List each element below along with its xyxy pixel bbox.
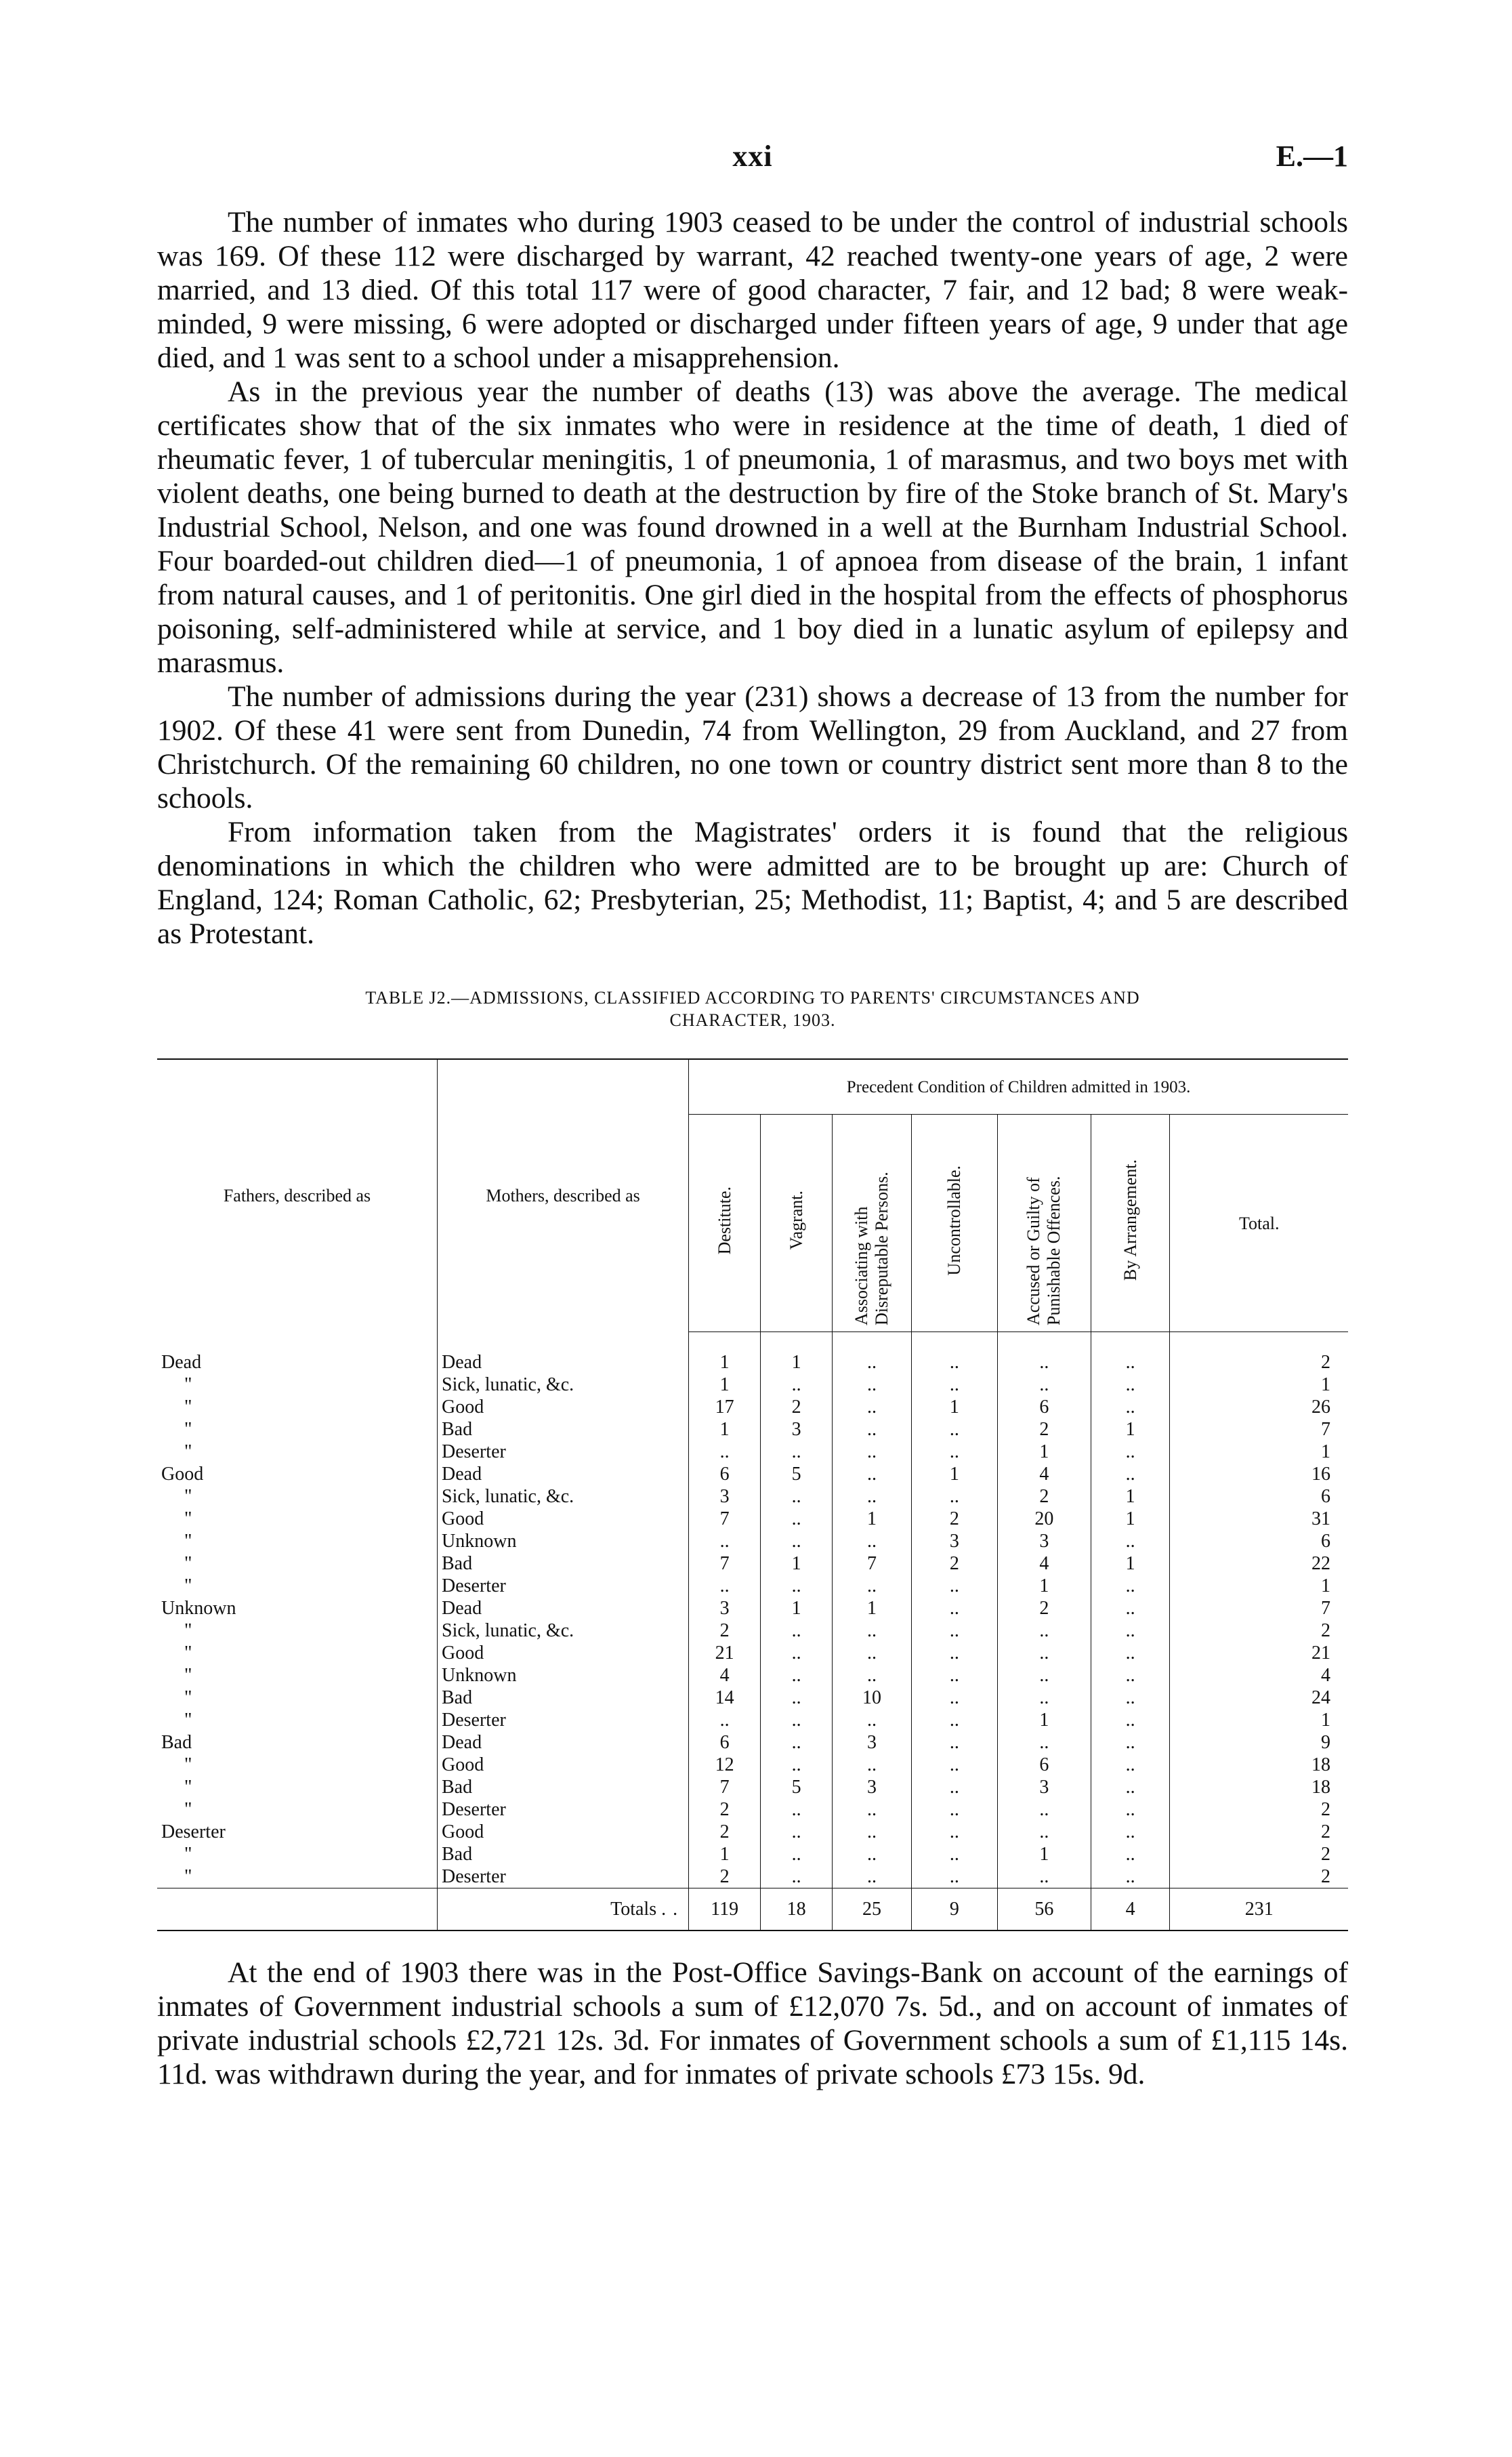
value-cell: ..	[911, 1664, 997, 1687]
col-total: Total.	[1170, 1115, 1348, 1332]
table-caption	[157, 987, 1348, 1031]
table-row	[157, 1642, 1348, 1664]
mother-cell: Deserter	[438, 1441, 689, 1463]
value-cell: 1	[997, 1843, 1091, 1865]
value-cell: 7	[689, 1508, 761, 1530]
table-row	[157, 1463, 1348, 1485]
value-cell: ..	[997, 1374, 1091, 1396]
father-cell: "	[184, 1508, 192, 1529]
father-cell: "	[184, 1374, 192, 1395]
mother-cell: Deserter	[438, 1865, 689, 1888]
mother-cell: Dead	[438, 1332, 689, 1374]
value-cell: 1	[1091, 1552, 1170, 1575]
value-cell: 18	[1170, 1776, 1348, 1798]
fathers-column-header: Fathers, described as	[157, 1059, 438, 1332]
value-cell: ..	[997, 1798, 1091, 1821]
table-row	[157, 1374, 1348, 1396]
value-cell: 10	[833, 1687, 912, 1709]
father-cell: "	[184, 1799, 192, 1820]
value-cell: ..	[911, 1821, 997, 1843]
value-cell: 26	[1170, 1396, 1348, 1418]
value-cell: 6	[997, 1396, 1091, 1418]
value-cell: 1	[997, 1441, 1091, 1463]
totals-label: Totals ..	[438, 1888, 689, 1931]
value-cell: 1	[689, 1332, 761, 1374]
col-accused: Accused or Guilty of Punishable Offences.	[997, 1115, 1091, 1332]
value-cell: 2	[997, 1597, 1091, 1619]
value-cell: ..	[997, 1619, 1091, 1642]
paragraph-4: From information taken from the Magistrates' orders it is found that the religious denominations in which the children who were admitted are to be brought up are: Church of England, 124; Roman Catholic, 62; Presbyterian, 25; Methodist, 11; Baptist, 4; and 5 are described as Protestant.	[157, 816, 1348, 950]
closing-paragraph: At the end of 1903 there was in the Post-Office Savings-Bank on account of the earnings of inmates of Government industrial schools a sum of £12,070 7s. 5d., and on account of inmates of private industrial schools £2,721 12s. 3d. For inmates of Government schools a sum of £1,115 14s. 11d. was withdrawn during the year, and for inmates of private schools £73 15s. 9d.	[157, 1956, 1348, 2090]
value-cell: ..	[761, 1709, 833, 1731]
value-cell: ..	[1091, 1597, 1170, 1619]
value-cell: ..	[761, 1441, 833, 1463]
table-body	[157, 1332, 1348, 1888]
father-cell: "	[184, 1710, 192, 1731]
value-cell: ..	[761, 1843, 833, 1865]
value-cell: ..	[833, 1865, 912, 1888]
table-row	[157, 1485, 1348, 1508]
value-cell: ..	[911, 1798, 997, 1821]
total-associating: 25	[833, 1888, 912, 1931]
value-cell: 2	[1170, 1821, 1348, 1843]
value-cell: 7	[689, 1776, 761, 1798]
col-by-arrangement: By Arrangement.	[1091, 1115, 1170, 1332]
mother-cell: Good	[438, 1642, 689, 1664]
value-cell: 6	[689, 1463, 761, 1485]
value-cell: ..	[911, 1597, 997, 1619]
value-cell: ..	[761, 1619, 833, 1642]
value-cell: 16	[1170, 1463, 1348, 1485]
table-row	[157, 1619, 1348, 1642]
value-cell: ..	[689, 1530, 761, 1552]
table-caption-line-1: TABLE J2.—ADMISSIONS, CLASSIFIED ACCORDING TO PARENTS' CIRCUMSTANCES AND	[365, 988, 1140, 1008]
mother-cell: Bad	[438, 1418, 689, 1441]
value-cell: 3	[689, 1597, 761, 1619]
value-cell: ..	[911, 1776, 997, 1798]
value-cell: 1	[689, 1374, 761, 1396]
value-cell: ..	[911, 1754, 997, 1776]
value-cell: 20	[997, 1508, 1091, 1530]
table-row	[157, 1709, 1348, 1731]
father-cell: "	[184, 1397, 192, 1418]
value-cell: ..	[1091, 1731, 1170, 1754]
value-cell: 4	[1170, 1664, 1348, 1687]
value-cell: ..	[911, 1687, 997, 1709]
value-cell: ..	[997, 1865, 1091, 1888]
mother-cell: Deserter	[438, 1575, 689, 1597]
value-cell: 3	[911, 1530, 997, 1552]
value-cell: ..	[761, 1687, 833, 1709]
value-cell: ..	[911, 1642, 997, 1664]
mother-cell: Dead	[438, 1597, 689, 1619]
father-cell: Unknown	[161, 1598, 236, 1619]
father-cell: Bad	[161, 1732, 192, 1753]
father-cell: "	[184, 1419, 192, 1440]
admissions-table	[157, 1058, 1348, 1931]
mother-cell: Sick, lunatic, &c.	[438, 1485, 689, 1508]
value-cell: 3	[689, 1485, 761, 1508]
value-cell: ..	[1091, 1396, 1170, 1418]
value-cell: 18	[1170, 1754, 1348, 1776]
value-cell: ..	[997, 1664, 1091, 1687]
value-cell: 1	[833, 1508, 912, 1530]
father-cell: "	[184, 1844, 192, 1865]
mother-cell: Sick, lunatic, &c.	[438, 1619, 689, 1642]
father-cell: "	[184, 1665, 192, 1686]
table-row	[157, 1575, 1348, 1597]
value-cell: ..	[1091, 1798, 1170, 1821]
value-cell: ..	[1091, 1642, 1170, 1664]
value-cell: ..	[761, 1530, 833, 1552]
paragraph-1: The number of inmates who during 1903 ceased to be under the control of industrial schools was 169. Of these 112 were discharged by warrant, 42 reached twenty-one years of age, 2 were married, and 13 died. Of this total 117 were of good character, 7 fair, and 12 bad; 8 were weak-minded, 9 were missing, 6 were adopted or discharged under fifteen years of age, 9 under that age died, and 1 was sent to a school under a misapprehension.	[157, 206, 1348, 374]
value-cell: ..	[1091, 1687, 1170, 1709]
father-cell: Deserter	[161, 1821, 226, 1842]
mother-cell: Unknown	[438, 1664, 689, 1687]
value-cell: ..	[1091, 1441, 1170, 1463]
value-cell: 1	[833, 1597, 912, 1619]
value-cell: 7	[1170, 1597, 1348, 1619]
father-cell: Dead	[161, 1351, 202, 1373]
mother-cell: Good	[438, 1821, 689, 1843]
value-cell: 2	[997, 1418, 1091, 1441]
value-cell: ..	[833, 1642, 912, 1664]
table-row	[157, 1865, 1348, 1888]
value-cell: ..	[833, 1619, 912, 1642]
value-cell: ..	[911, 1374, 997, 1396]
value-cell: 1	[689, 1418, 761, 1441]
value-cell: ..	[911, 1709, 997, 1731]
value-cell: ..	[911, 1865, 997, 1888]
value-cell: ..	[911, 1332, 997, 1374]
table-row	[157, 1597, 1348, 1619]
value-cell: ..	[833, 1821, 912, 1843]
mother-cell: Deserter	[438, 1798, 689, 1821]
value-cell: 2	[911, 1552, 997, 1575]
value-cell: ..	[833, 1798, 912, 1821]
father-cell: "	[184, 1441, 192, 1462]
total-destitute: 119	[689, 1888, 761, 1931]
value-cell: 3	[761, 1418, 833, 1441]
value-cell: 1	[1170, 1441, 1348, 1463]
value-cell: ..	[761, 1865, 833, 1888]
value-cell: 1	[761, 1597, 833, 1619]
value-cell: ..	[833, 1396, 912, 1418]
value-cell: ..	[1091, 1709, 1170, 1731]
value-cell: 7	[833, 1552, 912, 1575]
value-cell: 1	[1091, 1508, 1170, 1530]
value-cell: ..	[833, 1463, 912, 1485]
value-cell: ..	[761, 1821, 833, 1843]
mother-cell: Good	[438, 1508, 689, 1530]
value-cell: ..	[911, 1418, 997, 1441]
value-cell: ..	[761, 1798, 833, 1821]
value-cell: ..	[761, 1731, 833, 1754]
value-cell: ..	[997, 1332, 1091, 1374]
document-page	[157, 0, 1348, 2091]
value-cell: 2	[689, 1619, 761, 1642]
father-cell: "	[184, 1754, 192, 1775]
value-cell: ..	[833, 1575, 912, 1597]
value-cell: 22	[1170, 1552, 1348, 1575]
value-cell: ..	[689, 1575, 761, 1597]
value-cell: 21	[1170, 1642, 1348, 1664]
value-cell: ..	[1091, 1754, 1170, 1776]
value-cell: 1	[997, 1709, 1091, 1731]
value-cell: 14	[689, 1687, 761, 1709]
value-cell: ..	[761, 1485, 833, 1508]
value-cell: 6	[1170, 1485, 1348, 1508]
value-cell: 2	[997, 1485, 1091, 1508]
father-cell: "	[184, 1866, 192, 1887]
totals-row	[157, 1888, 1348, 1931]
value-cell: 1	[1170, 1575, 1348, 1597]
value-cell: ..	[1091, 1463, 1170, 1485]
value-cell: 1	[761, 1552, 833, 1575]
value-cell: 2	[1170, 1332, 1348, 1374]
value-cell: ..	[911, 1843, 997, 1865]
value-cell: 3	[997, 1530, 1091, 1552]
total-uncontrollable: 9	[911, 1888, 997, 1931]
value-cell: ..	[911, 1441, 997, 1463]
value-cell: ..	[833, 1709, 912, 1731]
value-cell: ..	[997, 1821, 1091, 1843]
value-cell: ..	[833, 1441, 912, 1463]
value-cell: 1	[1091, 1485, 1170, 1508]
value-cell: ..	[833, 1374, 912, 1396]
value-cell: 3	[833, 1731, 912, 1754]
value-cell: 6	[689, 1731, 761, 1754]
father-cell: Good	[161, 1464, 204, 1485]
value-cell: 2	[689, 1865, 761, 1888]
father-cell: "	[184, 1777, 192, 1798]
value-cell: ..	[1091, 1843, 1170, 1865]
father-cell: "	[184, 1575, 192, 1596]
table-row	[157, 1798, 1348, 1821]
mother-cell: Bad	[438, 1552, 689, 1575]
value-cell: ..	[761, 1374, 833, 1396]
father-cell: "	[184, 1553, 192, 1574]
table-row	[157, 1332, 1348, 1374]
value-cell: 1	[911, 1463, 997, 1485]
value-cell: 1	[911, 1396, 997, 1418]
value-cell: 17	[689, 1396, 761, 1418]
document-reference: E.—1	[1276, 140, 1348, 173]
value-cell: ..	[911, 1575, 997, 1597]
father-cell: "	[184, 1687, 192, 1708]
value-cell: ..	[997, 1731, 1091, 1754]
value-cell: 3	[833, 1776, 912, 1798]
value-cell: 4	[689, 1664, 761, 1687]
value-cell: ..	[1091, 1575, 1170, 1597]
value-cell: 1	[689, 1843, 761, 1865]
father-cell: "	[184, 1486, 192, 1507]
mother-cell: Good	[438, 1396, 689, 1418]
value-cell: 2	[1170, 1619, 1348, 1642]
value-cell: ..	[833, 1843, 912, 1865]
father-cell: "	[184, 1531, 192, 1552]
total-grand: 231	[1170, 1888, 1348, 1931]
value-cell: 1	[997, 1575, 1091, 1597]
mother-cell: Dead	[438, 1463, 689, 1485]
value-cell: 3	[997, 1776, 1091, 1798]
value-cell: ..	[1091, 1776, 1170, 1798]
value-cell: ..	[833, 1332, 912, 1374]
father-cell: "	[184, 1643, 192, 1664]
value-cell: ..	[761, 1575, 833, 1597]
value-cell: 1	[1091, 1418, 1170, 1441]
table-row	[157, 1441, 1348, 1463]
value-cell: 2	[911, 1508, 997, 1530]
value-cell: ..	[689, 1441, 761, 1463]
value-cell: ..	[911, 1485, 997, 1508]
value-cell: 2	[1170, 1865, 1348, 1888]
value-cell: 21	[689, 1642, 761, 1664]
father-cell: "	[184, 1620, 192, 1641]
value-cell: ..	[911, 1619, 997, 1642]
value-cell: ..	[911, 1731, 997, 1754]
page-number: xxi	[732, 140, 773, 173]
value-cell: ..	[761, 1642, 833, 1664]
value-cell: 1	[761, 1332, 833, 1374]
value-cell: 4	[997, 1463, 1091, 1485]
value-cell: 24	[1170, 1687, 1348, 1709]
value-cell: ..	[1091, 1821, 1170, 1843]
value-cell: ..	[1091, 1332, 1170, 1374]
table-caption-line-2: CHARACTER, 1903.	[669, 1010, 836, 1030]
value-cell: 31	[1170, 1508, 1348, 1530]
table-row	[157, 1843, 1348, 1865]
value-cell: 4	[997, 1552, 1091, 1575]
value-cell: ..	[833, 1664, 912, 1687]
value-cell: ..	[997, 1687, 1091, 1709]
value-cell: 9	[1170, 1731, 1348, 1754]
value-cell: 2	[689, 1821, 761, 1843]
table-row	[157, 1731, 1348, 1754]
table-row	[157, 1508, 1348, 1530]
table-row	[157, 1821, 1348, 1843]
precedent-condition-header: Precedent Condition of Children admitted in 1903.	[689, 1059, 1348, 1115]
mother-cell: Good	[438, 1754, 689, 1776]
value-cell: 12	[689, 1754, 761, 1776]
mother-cell: Dead	[438, 1731, 689, 1754]
col-vagrant: Vagrant.	[761, 1115, 833, 1332]
value-cell: ..	[761, 1664, 833, 1687]
value-cell: ..	[833, 1754, 912, 1776]
mother-cell: Unknown	[438, 1530, 689, 1552]
value-cell: ..	[761, 1508, 833, 1530]
value-cell: 2	[1170, 1798, 1348, 1821]
table-row	[157, 1776, 1348, 1798]
value-cell: ..	[761, 1754, 833, 1776]
value-cell: 6	[997, 1754, 1091, 1776]
table-row	[157, 1687, 1348, 1709]
page-header	[157, 0, 1348, 173]
table-row	[157, 1418, 1348, 1441]
value-cell: 5	[761, 1776, 833, 1798]
value-cell: 7	[1170, 1418, 1348, 1441]
col-destitute: Destitute.	[689, 1115, 761, 1332]
value-cell: 6	[1170, 1530, 1348, 1552]
value-cell: 7	[689, 1552, 761, 1575]
value-cell: 2	[761, 1396, 833, 1418]
value-cell: ..	[1091, 1619, 1170, 1642]
table-row	[157, 1552, 1348, 1575]
value-cell: ..	[1091, 1865, 1170, 1888]
col-uncontrollable: Uncontrollable.	[911, 1115, 997, 1332]
value-cell: ..	[833, 1530, 912, 1552]
value-cell: 2	[1170, 1843, 1348, 1865]
value-cell: ..	[689, 1709, 761, 1731]
value-cell: 1	[1170, 1374, 1348, 1396]
paragraph-3: The number of admissions during the year (231) shows a decrease of 13 from the number for 1902. Of these 41 were sent from Dunedin, 74 from Wellington, 29 from Auckland, and 27 from Christchurch. Of the remaining 60 children, no one town or country district sent more than 8 to the schools.	[157, 680, 1348, 814]
table-row	[157, 1396, 1348, 1418]
value-cell: ..	[833, 1485, 912, 1508]
value-cell: 5	[761, 1463, 833, 1485]
value-cell: ..	[1091, 1664, 1170, 1687]
paragraph-2: As in the previous year the number of deaths (13) was above the average. The medical certificates show that of the six inmates who were in residence at the time of death, 1 died of rheumatic fever, 1 of tubercular meningitis, 1 of pneumonia, 1 of marasmus, and two boys met with violent deaths, one being burned to death at the destruction by fire of the Stoke branch of St. Mary's Industrial School, Nelson, and one was found drowned in a well at the Burnham Industrial School. Four boarded-out children died—1 of pneumonia, 1 of apnoea from disease of the brain, 1 infant from natural causes, and 1 of peritonitis. One girl died in the hospital from the effects of phosphorus poisoning, self-administered while at service, and 1 boy died in a lunatic asylum of epilepsy and marasmus.	[157, 375, 1348, 679]
mother-cell: Bad	[438, 1687, 689, 1709]
value-cell: 1	[1170, 1709, 1348, 1731]
total-by-arrangement: 4	[1091, 1888, 1170, 1931]
value-cell: ..	[1091, 1530, 1170, 1552]
table-row	[157, 1530, 1348, 1552]
mother-cell: Sick, lunatic, &c.	[438, 1374, 689, 1396]
value-cell: 2	[689, 1798, 761, 1821]
mothers-column-header: Mothers, described as	[438, 1059, 689, 1332]
mother-cell: Bad	[438, 1843, 689, 1865]
table-row	[157, 1754, 1348, 1776]
value-cell: ..	[833, 1418, 912, 1441]
value-cell: ..	[1091, 1374, 1170, 1396]
total-accused: 56	[997, 1888, 1091, 1931]
table-row	[157, 1664, 1348, 1687]
value-cell: ..	[997, 1642, 1091, 1664]
total-vagrant: 18	[761, 1888, 833, 1931]
mother-cell: Deserter	[438, 1709, 689, 1731]
mother-cell: Bad	[438, 1776, 689, 1798]
col-associating: Associating with Disreputable Persons.	[833, 1115, 912, 1332]
